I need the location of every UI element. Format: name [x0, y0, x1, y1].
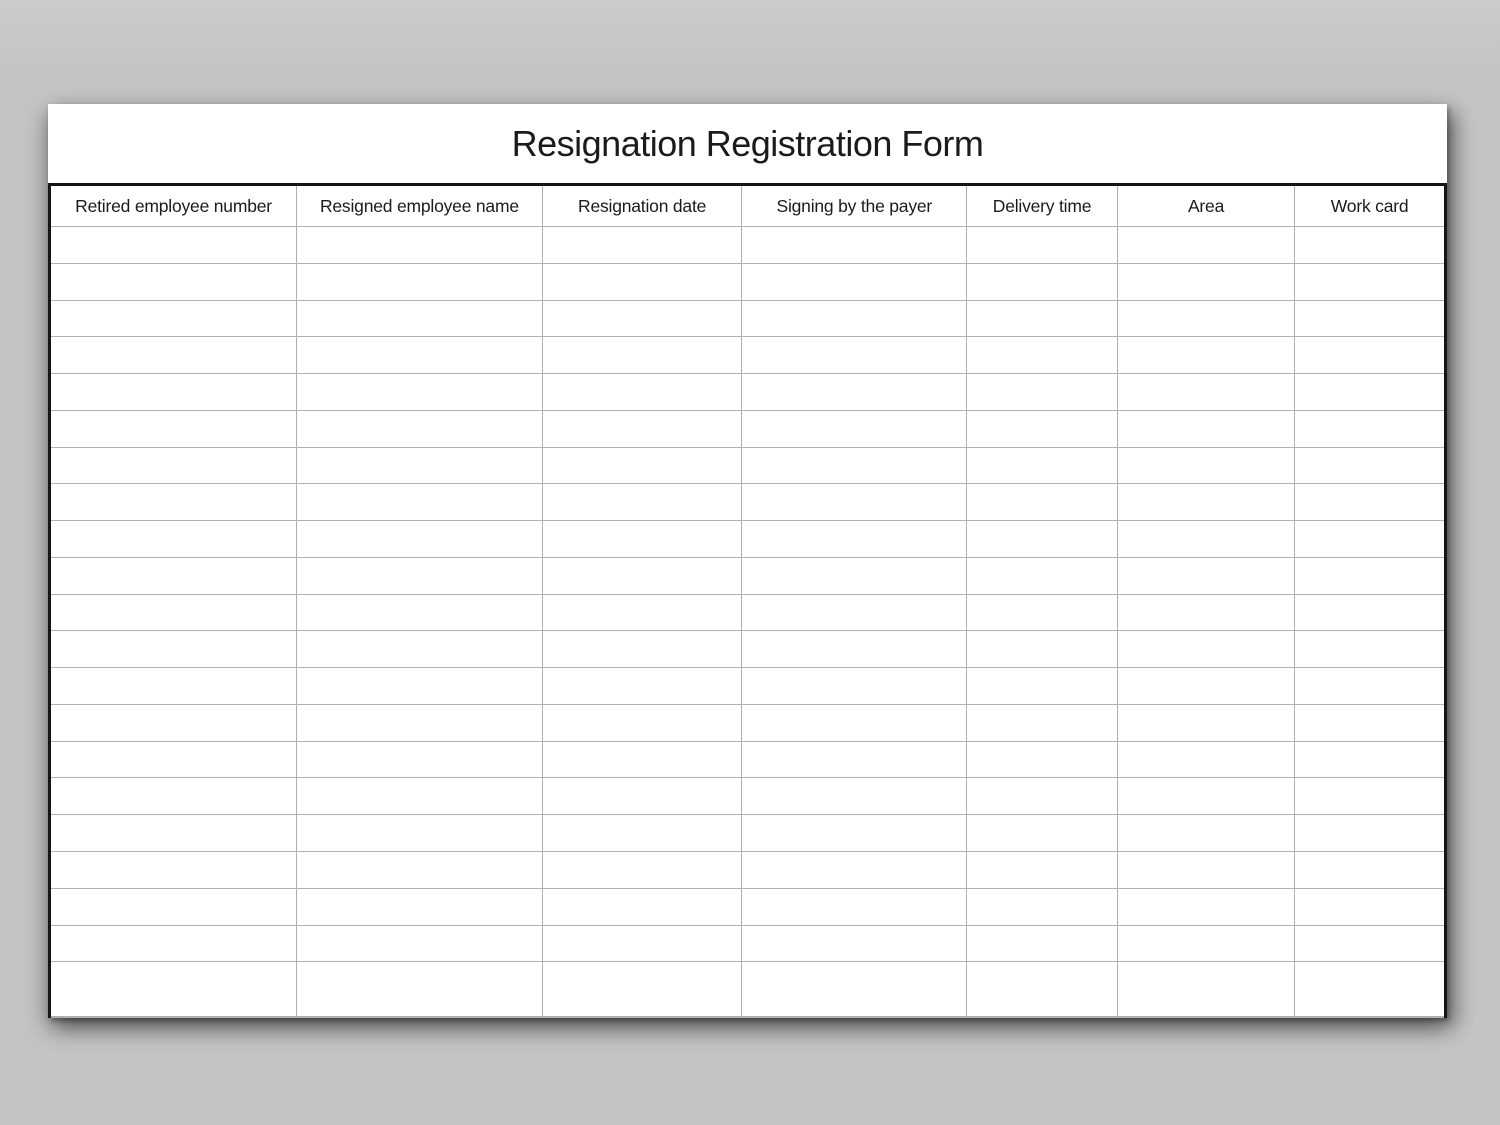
empty-cell[interactable]	[1117, 668, 1294, 705]
empty-cell[interactable]	[742, 631, 967, 668]
empty-cell[interactable]	[742, 263, 967, 300]
empty-cell[interactable]	[297, 741, 543, 778]
empty-cell[interactable]	[542, 778, 742, 815]
empty-cell[interactable]	[50, 631, 297, 668]
empty-cell[interactable]	[1295, 815, 1446, 852]
empty-cell[interactable]	[1117, 925, 1294, 962]
empty-cell[interactable]	[1295, 374, 1446, 411]
empty-cell[interactable]	[1117, 631, 1294, 668]
table-header-row	[50, 185, 1446, 227]
column-header-area: Area	[1117, 185, 1294, 227]
empty-cell[interactable]	[50, 410, 297, 447]
column-header-work-card: Work card	[1295, 185, 1446, 227]
empty-cell[interactable]	[1295, 594, 1446, 631]
empty-cell[interactable]	[297, 888, 543, 925]
empty-cell[interactable]	[542, 741, 742, 778]
empty-cell[interactable]	[1295, 447, 1446, 484]
empty-cell[interactable]	[50, 447, 297, 484]
empty-cell[interactable]	[297, 447, 543, 484]
empty-cell[interactable]	[1117, 778, 1294, 815]
empty-cell[interactable]	[542, 557, 742, 594]
empty-cell[interactable]	[542, 704, 742, 741]
empty-cell[interactable]	[297, 704, 543, 741]
empty-cell[interactable]	[542, 815, 742, 852]
empty-cell[interactable]	[50, 925, 297, 962]
empty-cell[interactable]	[542, 852, 742, 889]
empty-cell[interactable]	[1295, 557, 1446, 594]
empty-cell[interactable]	[50, 888, 297, 925]
empty-cell[interactable]	[50, 263, 297, 300]
empty-cell[interactable]	[1295, 227, 1446, 264]
table-row	[50, 631, 1446, 668]
empty-cell[interactable]	[1295, 668, 1446, 705]
empty-cell[interactable]	[1295, 925, 1446, 962]
empty-cell[interactable]	[967, 447, 1118, 484]
empty-cell[interactable]	[1117, 263, 1294, 300]
empty-cell[interactable]	[1295, 300, 1446, 337]
table-row	[50, 778, 1446, 815]
empty-cell[interactable]	[297, 631, 543, 668]
empty-cell[interactable]	[967, 815, 1118, 852]
empty-cell[interactable]	[1117, 410, 1294, 447]
empty-cell[interactable]	[542, 594, 742, 631]
empty-cell[interactable]	[50, 300, 297, 337]
empty-cell[interactable]	[742, 888, 967, 925]
empty-cell[interactable]	[1117, 484, 1294, 521]
empty-cell[interactable]	[50, 704, 297, 741]
empty-cell[interactable]	[1117, 374, 1294, 411]
empty-cell[interactable]	[1117, 447, 1294, 484]
table-row	[50, 668, 1446, 705]
empty-cell[interactable]	[542, 227, 742, 264]
empty-cell[interactable]	[1295, 521, 1446, 558]
empty-cell[interactable]	[1295, 704, 1446, 741]
table-row	[50, 925, 1446, 962]
empty-cell[interactable]	[50, 227, 297, 264]
empty-cell[interactable]	[542, 263, 742, 300]
table-row	[50, 557, 1446, 594]
empty-cell[interactable]	[742, 962, 967, 1017]
empty-cell[interactable]	[50, 815, 297, 852]
empty-cell[interactable]	[1117, 227, 1294, 264]
empty-cell[interactable]	[742, 447, 967, 484]
empty-cell[interactable]	[742, 337, 967, 374]
empty-cell[interactable]	[297, 410, 543, 447]
empty-cell[interactable]	[967, 484, 1118, 521]
document-sheet	[48, 104, 1447, 1018]
table-row	[50, 410, 1446, 447]
table-row	[50, 227, 1446, 264]
empty-cell[interactable]	[297, 557, 543, 594]
column-header-delivery-time: Delivery time	[967, 185, 1118, 227]
table-row	[50, 704, 1446, 741]
empty-cell[interactable]	[50, 852, 297, 889]
empty-cell[interactable]	[297, 815, 543, 852]
empty-cell[interactable]	[1117, 704, 1294, 741]
table-row	[50, 374, 1446, 411]
empty-cell[interactable]	[297, 484, 543, 521]
empty-cell[interactable]	[967, 227, 1118, 264]
empty-cell[interactable]	[50, 594, 297, 631]
empty-cell[interactable]	[542, 447, 742, 484]
empty-cell[interactable]	[742, 521, 967, 558]
empty-cell[interactable]	[50, 374, 297, 411]
empty-cell[interactable]	[1117, 557, 1294, 594]
empty-cell[interactable]	[297, 227, 543, 264]
empty-cell[interactable]	[967, 410, 1118, 447]
empty-cell[interactable]	[542, 374, 742, 411]
empty-cell[interactable]	[742, 668, 967, 705]
empty-cell[interactable]	[967, 300, 1118, 337]
empty-cell[interactable]	[742, 704, 967, 741]
empty-cell[interactable]	[1295, 852, 1446, 889]
empty-cell[interactable]	[1117, 300, 1294, 337]
empty-cell[interactable]	[297, 374, 543, 411]
empty-cell[interactable]	[542, 484, 742, 521]
empty-cell[interactable]	[742, 594, 967, 631]
empty-cell[interactable]	[1117, 815, 1294, 852]
empty-cell[interactable]	[297, 594, 543, 631]
empty-cell[interactable]	[967, 557, 1118, 594]
empty-cell[interactable]	[967, 925, 1118, 962]
empty-cell[interactable]	[742, 484, 967, 521]
empty-cell[interactable]	[967, 263, 1118, 300]
column-header-signing-by-the-payer: Signing by the payer	[742, 185, 967, 227]
empty-cell[interactable]	[297, 263, 543, 300]
empty-cell[interactable]	[1295, 741, 1446, 778]
table-row	[50, 447, 1446, 484]
empty-cell[interactable]	[1295, 888, 1446, 925]
empty-cell[interactable]	[50, 962, 297, 1017]
table-row	[50, 484, 1446, 521]
empty-cell[interactable]	[1295, 337, 1446, 374]
empty-cell[interactable]	[1295, 778, 1446, 815]
empty-cell[interactable]	[742, 852, 967, 889]
empty-cell[interactable]	[742, 300, 967, 337]
empty-cell[interactable]	[967, 631, 1118, 668]
table-row	[50, 741, 1446, 778]
empty-cell[interactable]	[742, 374, 967, 411]
empty-cell[interactable]	[742, 778, 967, 815]
empty-cell[interactable]	[1295, 631, 1446, 668]
empty-cell[interactable]	[742, 557, 967, 594]
empty-cell[interactable]	[542, 925, 742, 962]
page-title: Resignation Registration Form	[511, 122, 984, 164]
empty-cell[interactable]	[967, 888, 1118, 925]
empty-cell[interactable]	[1117, 741, 1294, 778]
empty-cell[interactable]	[742, 925, 967, 962]
empty-cell[interactable]	[297, 337, 543, 374]
empty-cell[interactable]	[742, 815, 967, 852]
title-area	[48, 104, 1447, 183]
table-row	[50, 337, 1446, 374]
empty-cell[interactable]	[297, 925, 543, 962]
empty-cell[interactable]	[1117, 521, 1294, 558]
table-body	[50, 227, 1446, 1018]
empty-cell[interactable]	[1117, 962, 1294, 1017]
empty-cell[interactable]	[542, 337, 742, 374]
empty-cell[interactable]	[50, 741, 297, 778]
empty-cell[interactable]	[50, 778, 297, 815]
empty-cell[interactable]	[967, 704, 1118, 741]
empty-cell[interactable]	[50, 557, 297, 594]
empty-cell[interactable]	[50, 484, 297, 521]
column-header-retired-employee-number: Retired employee number	[50, 185, 297, 227]
empty-cell[interactable]	[1295, 484, 1446, 521]
empty-cell[interactable]	[297, 962, 543, 1017]
empty-cell[interactable]	[1117, 594, 1294, 631]
empty-cell[interactable]	[742, 741, 967, 778]
column-header-resignation-date: Resignation date	[542, 185, 742, 227]
table-row	[50, 888, 1446, 925]
empty-cell[interactable]	[742, 227, 967, 264]
empty-cell[interactable]	[1295, 962, 1446, 1017]
empty-cell[interactable]	[297, 668, 543, 705]
empty-cell[interactable]	[542, 521, 742, 558]
empty-cell[interactable]	[542, 668, 742, 705]
table-row	[50, 962, 1446, 1017]
empty-cell[interactable]	[297, 778, 543, 815]
column-header-resigned-employee-name: Resigned employee name	[297, 185, 543, 227]
empty-cell[interactable]	[742, 410, 967, 447]
table-row	[50, 521, 1446, 558]
table-row	[50, 852, 1446, 889]
empty-cell[interactable]	[297, 300, 543, 337]
empty-cell[interactable]	[297, 521, 543, 558]
empty-cell[interactable]	[967, 337, 1118, 374]
table-row	[50, 300, 1446, 337]
table-row	[50, 594, 1446, 631]
empty-cell[interactable]	[1117, 337, 1294, 374]
empty-cell[interactable]	[967, 521, 1118, 558]
table-row	[50, 815, 1446, 852]
empty-cell[interactable]	[50, 521, 297, 558]
empty-cell[interactable]	[50, 668, 297, 705]
empty-cell[interactable]	[50, 337, 297, 374]
empty-cell[interactable]	[967, 668, 1118, 705]
empty-cell[interactable]	[542, 888, 742, 925]
empty-cell[interactable]	[967, 778, 1118, 815]
empty-cell[interactable]	[542, 300, 742, 337]
empty-cell[interactable]	[542, 631, 742, 668]
empty-cell[interactable]	[297, 852, 543, 889]
empty-cell[interactable]	[967, 852, 1118, 889]
empty-cell[interactable]	[967, 594, 1118, 631]
empty-cell[interactable]	[967, 741, 1118, 778]
empty-cell[interactable]	[967, 374, 1118, 411]
resignation-table	[48, 183, 1447, 1018]
empty-cell[interactable]	[1295, 410, 1446, 447]
empty-cell[interactable]	[1117, 888, 1294, 925]
empty-cell[interactable]	[1295, 263, 1446, 300]
table-row	[50, 263, 1446, 300]
empty-cell[interactable]	[542, 962, 742, 1017]
empty-cell[interactable]	[1117, 852, 1294, 889]
empty-cell[interactable]	[542, 410, 742, 447]
empty-cell[interactable]	[967, 962, 1118, 1017]
